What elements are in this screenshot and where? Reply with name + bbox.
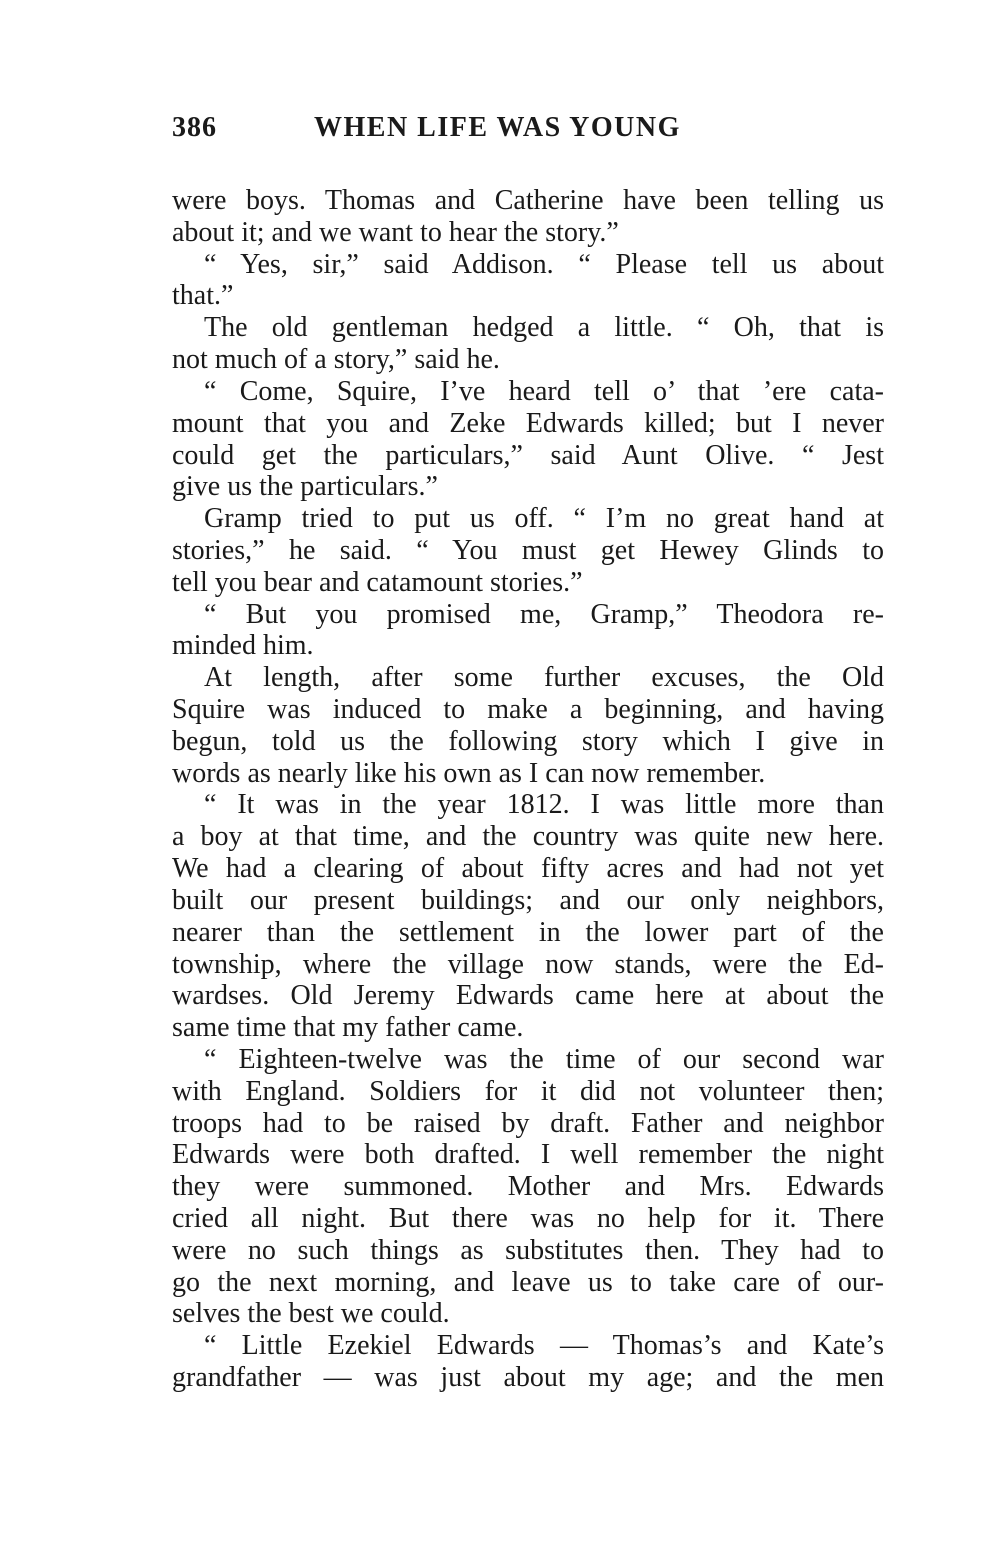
text-line: troops had to be raised by draft. Father and neighbor — [172, 1107, 884, 1139]
page-header — [172, 112, 884, 152]
text-line: “ It was in the year 1812. I was little more than — [204, 789, 884, 821]
text-line: with England. Soldiers for it did not volunteer then; — [172, 1075, 884, 1107]
text-line: wardses. Old Jeremy Edwards came here at about the — [172, 980, 884, 1012]
text-line: were no such things as substitutes then. They had to — [172, 1234, 884, 1266]
text-line: “ Little Ezekiel Edwards — Thomas’s and Kate’s — [204, 1330, 884, 1362]
text-line: At length, after some further excuses, the Old — [204, 662, 884, 694]
text-line: selves the best we could. — [172, 1298, 450, 1330]
text-line: stories,” he said. “ You must get Hewey Glinds to — [172, 534, 884, 566]
text-line: words as nearly like his own as I can now remember. — [172, 757, 766, 789]
text-line: about it; and we want to hear the story.” — [172, 216, 619, 248]
body-text — [172, 185, 884, 1394]
text-line: were boys. Thomas and Catherine have been telling us — [172, 185, 884, 216]
text-line: give us the particulars.” — [172, 471, 438, 503]
text-line: “ Yes, sir,” said Addison. “ Please tell us about — [204, 248, 884, 280]
text-line: “ Eighteen-twelve was the time of our second war — [204, 1043, 884, 1075]
running-head: WHEN LIFE WAS YOUNG — [314, 112, 681, 143]
text-line: begun, told us the following story which I give in — [172, 725, 884, 757]
text-line: not much of a story,” said he. — [172, 344, 500, 376]
text-line: Edwards were both drafted. I well remember the night — [172, 1139, 884, 1171]
text-line: a boy at that time, and the country was quite new here. — [172, 821, 884, 853]
page-number: 386 — [172, 112, 217, 143]
text-line: township, where the village now stands, were the Ed- — [172, 948, 884, 980]
text-line: nearer than the settlement in the lower part of the — [172, 916, 884, 948]
text-line: Gramp tried to put us off. “ I’m no great hand at — [204, 503, 884, 535]
text-line: mount that you and Zeke Edwards killed; but I never — [172, 407, 884, 439]
text-line: The old gentleman hedged a little. “ Oh, that is — [204, 312, 884, 344]
text-line: go the next morning, and leave us to take care of our- — [172, 1266, 884, 1298]
text-line: “ But you promised me, Gramp,” Theodora re- — [204, 598, 884, 630]
text-line: that.” — [172, 280, 234, 312]
text-line: minded him. — [172, 630, 314, 662]
text-line: could get the particulars,” said Aunt Olive. “ Jest — [172, 439, 884, 471]
text-line: they were summoned. Mother and Mrs. Edwards — [172, 1171, 884, 1203]
text-line: built our present buildings; and our only neighbors, — [172, 884, 884, 916]
text-line: Squire was induced to make a beginning, and having — [172, 694, 884, 725]
text-line: same time that my father came. — [172, 1012, 524, 1044]
text-line: tell you bear and catamount stories.” — [172, 566, 583, 598]
text-line: cried all night. But there was no help for it. There — [172, 1203, 884, 1234]
text-line: We had a clearing of about fifty acres and had not yet — [172, 853, 884, 885]
text-line: “ Come, Squire, I’ve heard tell o’ that ’ere cata- — [204, 375, 884, 407]
text-line: grandfather — was just about my age; and the men — [172, 1362, 884, 1394]
